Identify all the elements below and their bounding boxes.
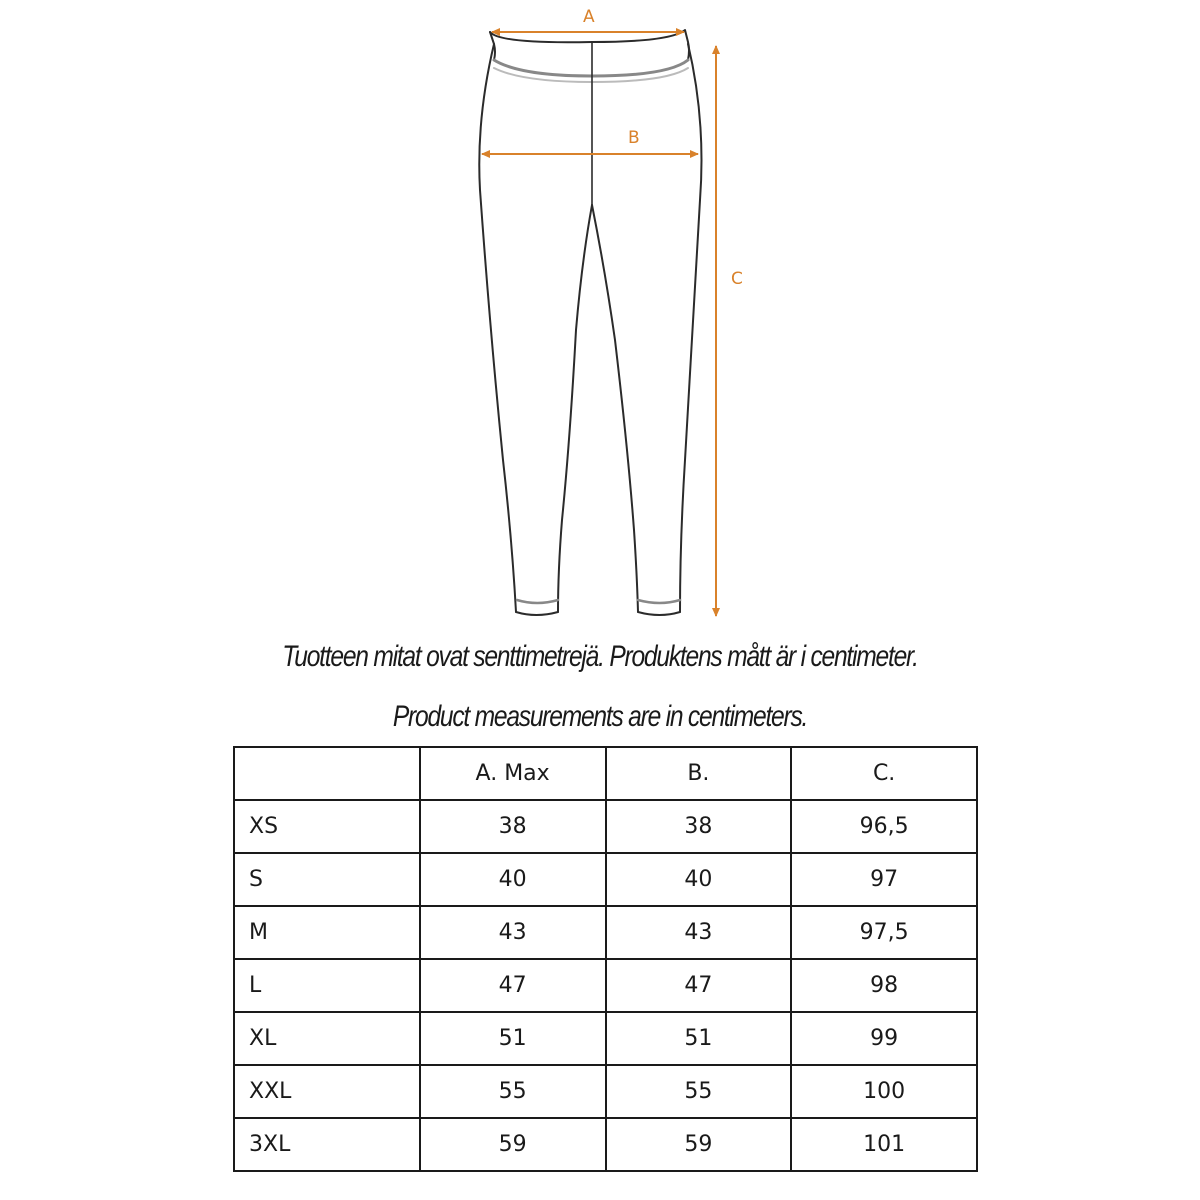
value-b-cell: 43 xyxy=(606,906,792,959)
table-row xyxy=(234,1118,977,1171)
value-b-cell: 51 xyxy=(606,1012,792,1065)
size-table xyxy=(233,746,978,1172)
value-a-cell: 40 xyxy=(420,853,606,906)
dimension-a-label: A xyxy=(583,7,595,27)
value-b-cell: 40 xyxy=(606,853,792,906)
value-b-cell: 59 xyxy=(606,1118,792,1171)
leggings-outline xyxy=(479,30,701,615)
table-header-row xyxy=(234,747,977,800)
caption-units-en: Product measurements are in centimeters. xyxy=(392,700,808,733)
value-a-cell: 59 xyxy=(420,1118,606,1171)
value-c-cell: 99 xyxy=(791,1012,977,1065)
size-cell: S xyxy=(234,853,420,906)
table-row xyxy=(234,853,977,906)
caption-units-fi-sv: Tuotteen mitat ovat senttimetrejä. Produktens mått är i centimeter. xyxy=(282,640,918,673)
value-b-cell: 55 xyxy=(606,1065,792,1118)
value-b-cell: 47 xyxy=(606,959,792,1012)
header-c: C. xyxy=(791,747,977,800)
value-b-cell: 38 xyxy=(606,800,792,853)
header-a-max: A. Max xyxy=(420,747,606,800)
table-row xyxy=(234,959,977,1012)
value-c-cell: 97,5 xyxy=(791,906,977,959)
table-row xyxy=(234,1065,977,1118)
value-a-cell: 51 xyxy=(420,1012,606,1065)
value-a-cell: 55 xyxy=(420,1065,606,1118)
value-a-cell: 38 xyxy=(420,800,606,853)
value-a-cell: 47 xyxy=(420,959,606,1012)
table-row xyxy=(234,906,977,959)
dimension-b-label: B xyxy=(628,128,640,148)
value-c-cell: 97 xyxy=(791,853,977,906)
size-cell: 3XL xyxy=(234,1118,420,1171)
value-c-cell: 100 xyxy=(791,1065,977,1118)
size-cell: L xyxy=(234,959,420,1012)
header-b: B. xyxy=(606,747,792,800)
table-row xyxy=(234,1012,977,1065)
value-c-cell: 98 xyxy=(791,959,977,1012)
size-cell: M xyxy=(234,906,420,959)
size-cell: XL xyxy=(234,1012,420,1065)
header-size xyxy=(234,747,420,800)
table-row xyxy=(234,800,977,853)
dimension-c-label: C xyxy=(731,269,743,289)
value-c-cell: 101 xyxy=(791,1118,977,1171)
value-a-cell: 43 xyxy=(420,906,606,959)
size-cell: XS xyxy=(234,800,420,853)
size-cell: XXL xyxy=(234,1065,420,1118)
value-c-cell: 96,5 xyxy=(791,800,977,853)
